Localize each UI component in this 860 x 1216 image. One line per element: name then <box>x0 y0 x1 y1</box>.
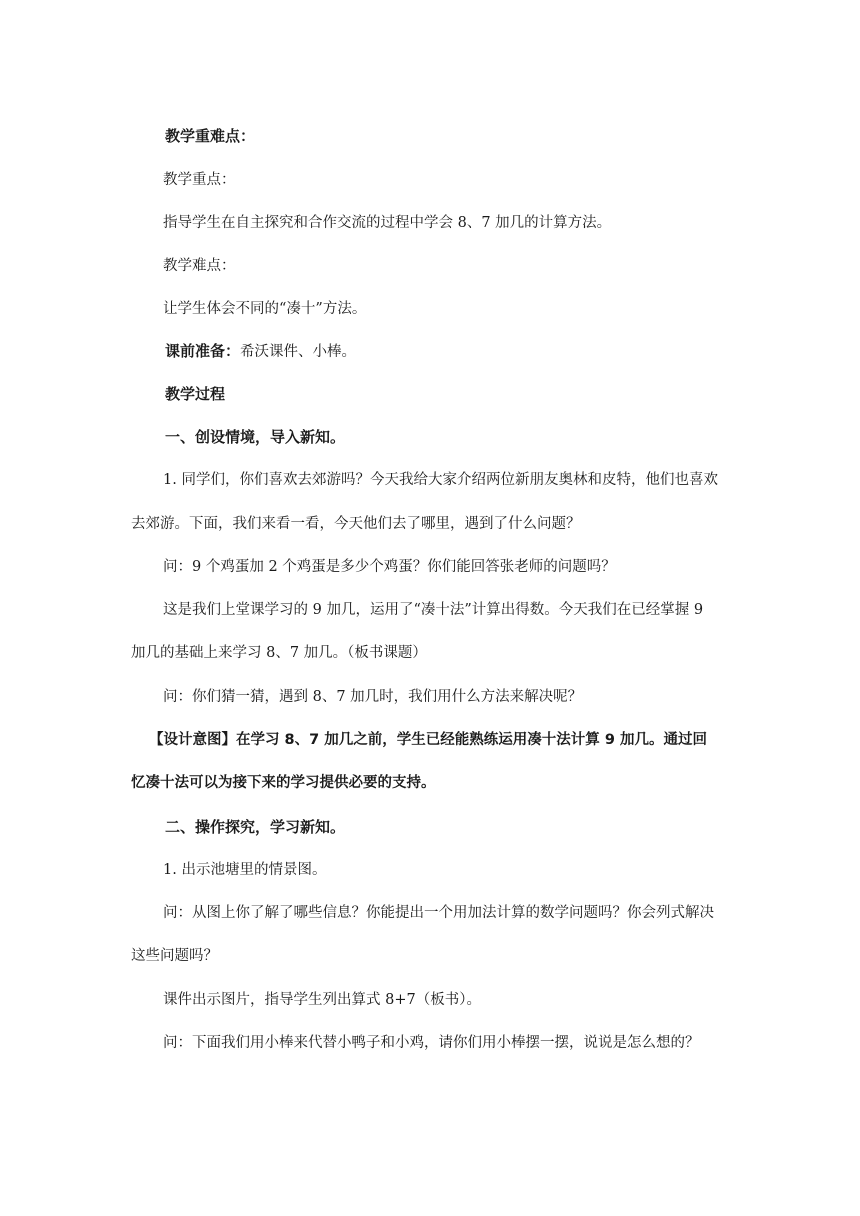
s2-question1-line1: 问：从图上你了解了哪些信息？你能提出一个用加法计算的数学问题吗？你会列式解决 <box>163 905 714 921</box>
s1-question2: 问：你们猜一猜，遇到 8、7 加几时，我们用什么方法来解决呢？ <box>163 689 583 705</box>
s2-question2: 问：下面我们用小棒来代替小鸭子和小鸡，请你们用小棒摆一摆，说说是怎么想的？ <box>163 1035 700 1051</box>
section1-heading: 一、创设情境，导入新知。 <box>165 428 346 446</box>
key-point-text: 指导学生在自主探究和合作交流的过程中学会 8、7 加几的计算方法。 <box>163 215 612 231</box>
s2-paragraph1: 1. 出示池塘里的情景图。 <box>163 862 327 878</box>
s2-question1-line2: 这些问题吗？ <box>131 948 218 964</box>
prep-label: 课前准备： <box>165 342 241 360</box>
process-heading: 教学过程 <box>165 385 226 403</box>
s1-paragraph2-line2: 加几的基础上来学习 8、7 加几。（板书课题） <box>131 645 427 661</box>
key-points-heading: 教学重难点： <box>165 127 256 145</box>
s1-paragraph1-line2: 去郊游。下面，我们来看一看，今天他们去了哪里，遇到了什么问题？ <box>131 516 581 532</box>
s1-paragraph1-line1: 1. 同学们，你们喜欢去郊游吗？今天我给大家介绍两位新朋友奥林和皮特，他们也喜欢 <box>163 472 718 488</box>
design-intent-line1: 【设计意图】在学习 8、7 加几之前，学生已经能熟练运用凑十法计算 9 加几。通过回 <box>149 732 707 748</box>
section2-heading: 二、操作探究，学习新知。 <box>165 818 346 836</box>
prep-paragraph <box>131 341 775 362</box>
design-intent-line2: 忆凑十法可以为接下来的学习提供必要的支持。 <box>131 775 436 791</box>
difficulty-text: 让学生体会不同的“凑十”方法。 <box>163 301 367 317</box>
prep-text: 希沃课件、小棒。 <box>240 344 357 360</box>
s1-paragraph2-line1: 这是我们上堂课学习的 9 加几，运用了“凑十法”计算出得数。今天我们在已经掌握 9 <box>163 602 704 618</box>
difficulty-label: 教学难点： <box>163 258 236 274</box>
s1-question1: 问：9 个鸡蛋加 2 个鸡蛋是多少个鸡蛋？你们能回答张老师的问题吗？ <box>163 559 616 575</box>
key-point-label: 教学重点： <box>163 172 236 188</box>
s2-paragraph2: 课件出示图片，指导学生列出算式 8+7（板书）。 <box>163 992 481 1008</box>
